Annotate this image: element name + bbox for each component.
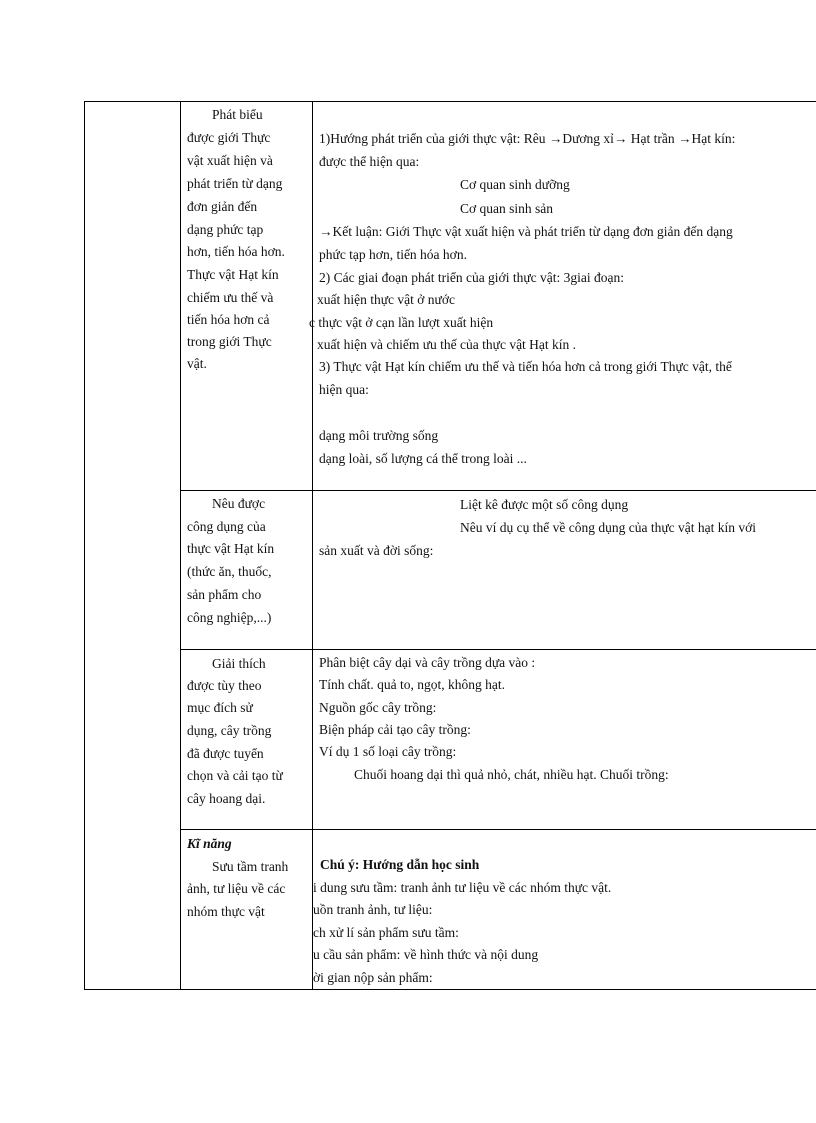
r1-right-line: hiện qua:: [319, 382, 369, 397]
r4-left-line: nhóm thực vật: [187, 904, 265, 919]
r1-left-line: được giới Thực: [187, 130, 271, 145]
r4-right-line: i dung sưu tầm: tranh ảnh tư liệu về các nhóm thực vật.: [313, 880, 612, 895]
table-bottom-border: [84, 989, 816, 990]
r4-right-line: uồn tranh ảnh, tư liệu:: [313, 902, 433, 917]
r1-right-line: c thực vật ở cạn lần lượt xuất hiện: [309, 315, 494, 330]
r2-left-line: công dụng của: [187, 519, 266, 534]
r3-left-line: đã được tuyển: [187, 746, 264, 761]
r1-right-line: xuất hiện và chiếm ưu thế của thực vật Hạt kín .: [317, 337, 577, 352]
table-top-border: [84, 101, 816, 102]
r1-right-line: phức tạp hơn, tiến hóa hơn.: [319, 247, 467, 262]
r1-left-line: trong giới Thực: [187, 334, 272, 349]
r4-right-line: ch xử lí sản phẩm sưu tầm:: [313, 925, 459, 940]
r1-right-line: dạng loài, số lượng cá thể trong loài ...: [319, 451, 527, 466]
r3-left-line: mục đích sử: [187, 700, 253, 715]
r1-left-line: phát triển từ dạng: [187, 176, 283, 191]
r3-right-line: Nguồn gốc cây trồng:: [319, 700, 437, 715]
r1-right-line: được thể hiện qua:: [319, 154, 420, 169]
row-divider-2: [180, 649, 816, 650]
r3-left-line: Giải thích: [212, 656, 266, 671]
r1-right-line: 1)Hướng phát triển của giới thực vật: Rêu →Dương xỉ→ Hạt trần →Hạt kín:: [319, 131, 736, 146]
r2-left-line: công nghiệp,...): [187, 610, 272, 625]
r3-right-line: Ví dụ 1 số loại cây trồng:: [319, 744, 457, 759]
column-divider-2: [312, 101, 313, 990]
r4-right-line: u cầu sản phẩm: về hình thức và nội dung: [313, 947, 539, 962]
guidance-heading: Chú ý: Hướng dẫn học sinh: [320, 857, 480, 872]
r1-left-line: đơn giản đến: [187, 199, 258, 214]
r1-right-line: Cơ quan sinh sản: [460, 201, 554, 216]
row-divider-1: [180, 490, 816, 491]
r1-left-line: chiếm ưu thế và: [187, 290, 274, 305]
r1-left-line: vật.: [187, 356, 207, 371]
r2-right-line: sản xuất và đời sống:: [319, 543, 434, 558]
r1-left-line: tiến hóa hơn cả: [187, 312, 270, 327]
r3-right-line: Biện pháp cải tạo cây trồng:: [319, 722, 471, 737]
r2-right-line: Nêu ví dụ cụ thể về công dụng của thực vật hạt kín với: [460, 520, 757, 535]
table-left-border: [84, 101, 85, 990]
r3-right-line: Phân biệt cây dại và cây trồng dựa vào :: [319, 655, 536, 670]
r3-left-line: chọn và cải tạo từ: [187, 768, 283, 783]
r4-left-line: ảnh, tư liệu về các: [187, 881, 286, 896]
r1-left-line: Phát biểu: [212, 107, 263, 122]
r1-right-line: 2) Các giai đoạn phát triển của giới thực vật: 3giai đoạn:: [319, 270, 624, 285]
r1-left-line: dạng phức tạp: [187, 222, 264, 237]
column-divider-1: [180, 101, 181, 990]
r4-left-line: Sưu tầm tranh: [212, 859, 289, 874]
skills-heading: Kĩ năng: [187, 836, 232, 851]
r1-right-line: 3) Thực vật Hạt kín chiếm ưu thế và tiến hóa hơn cả trong giới Thực vật, thể: [319, 359, 732, 374]
r1-left-line: vật xuất hiện và: [187, 153, 273, 168]
r2-right-line: Liệt kê được một số công dụng: [460, 497, 629, 512]
row-divider-3: [180, 829, 816, 830]
r3-left-line: dụng, cây trồng: [187, 723, 272, 738]
r1-right-line: Cơ quan sinh dưỡng: [460, 177, 570, 192]
r2-left-line: thực vật Hạt kín: [187, 541, 275, 556]
r2-left-line: sản phẩm cho: [187, 587, 262, 602]
r2-left-line: (thức ăn, thuốc,: [187, 564, 272, 579]
r4-right-line: ời gian nộp sản phẩm:: [313, 970, 433, 985]
r1-right-line: dạng môi trường sống: [319, 428, 439, 443]
r1-left-line: Thực vật Hạt kín: [187, 267, 279, 282]
r3-left-line: được tùy theo: [187, 678, 262, 693]
r3-right-line: Tính chất. quả to, ngọt, không hạt.: [319, 677, 505, 692]
r3-right-line: Chuối hoang dại thì quả nhỏ, chát, nhiều hạt. Chuối trồng:: [354, 767, 669, 782]
r3-left-line: cây hoang dại.: [187, 791, 266, 806]
r1-right-line: →Kết luận: Giới Thực vật xuất hiện và phát triển từ dạng đơn giản đến dạng: [319, 224, 733, 239]
r1-left-line: hơn, tiến hóa hơn.: [187, 244, 285, 259]
r2-left-line: Nêu được: [212, 496, 266, 511]
r1-right-line: xuất hiện thực vật ở nước: [317, 292, 455, 307]
